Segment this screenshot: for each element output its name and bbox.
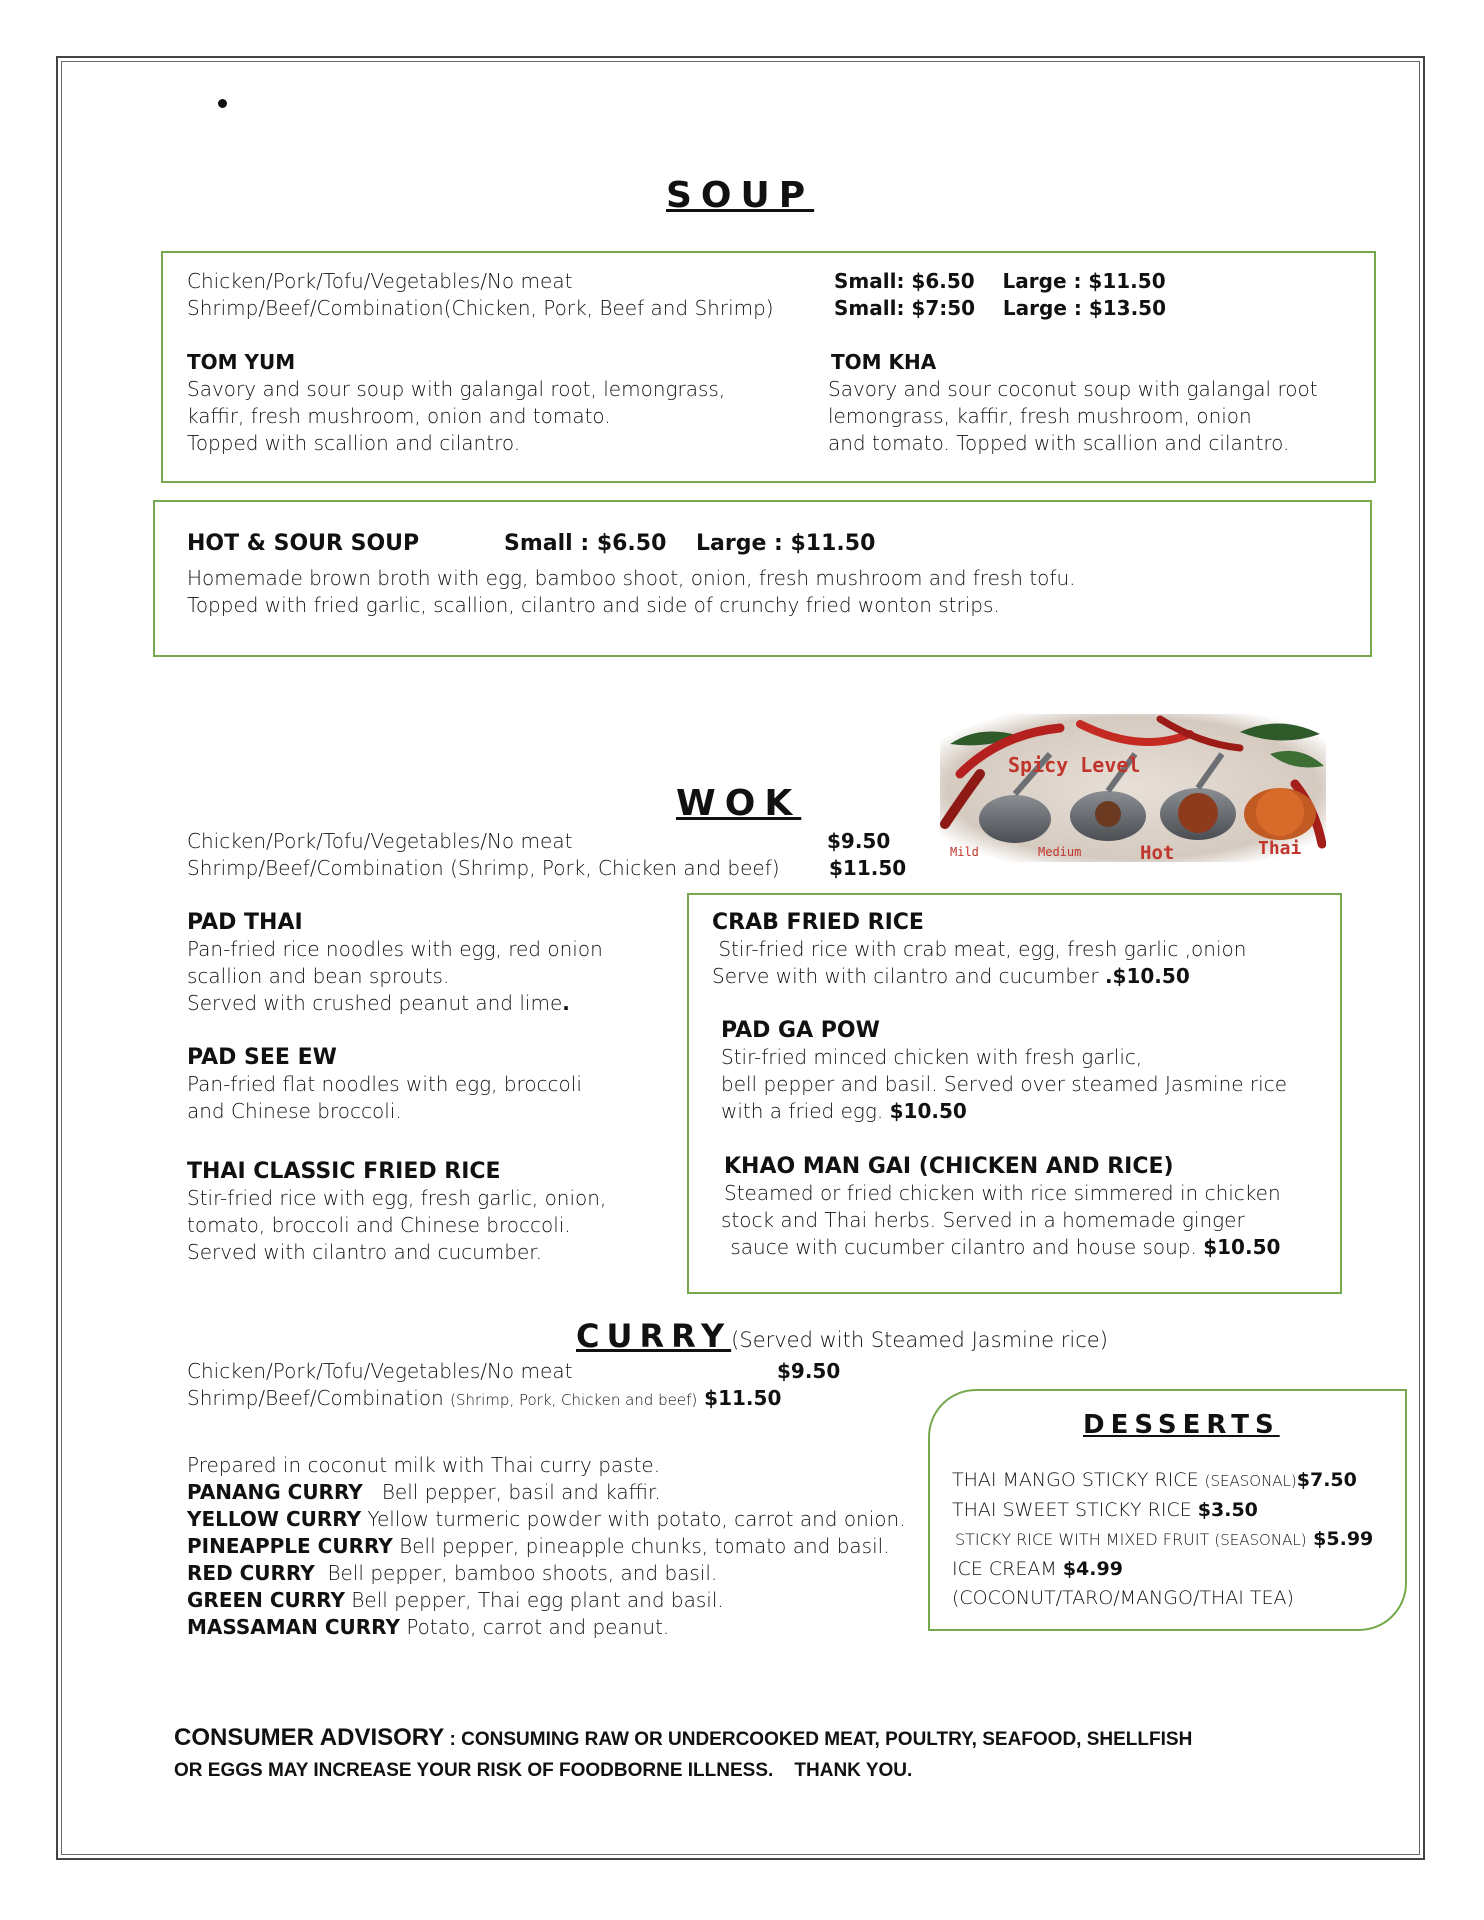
curry-intro: Prepared in coconut milk with Thai curry paste. [187, 1453, 661, 1477]
curry-item-desc: Bell pepper, basil and kaffir. [362, 1480, 661, 1504]
curry-item [187, 1560, 906, 1587]
wok-price-row2-items: Shrimp/Beef/Combination (Shrimp, Pork, Chicken and beef) [187, 856, 780, 880]
tom-yum-desc-1: Savory and sour soup with galangal root, lemongrass, [187, 377, 726, 401]
curry-item-name: PANANG CURRY [187, 1480, 363, 1504]
khao-man-gai [721, 1153, 1281, 1261]
tom-yum [187, 349, 725, 457]
desserts-heading: DESSERTS [1083, 1410, 1280, 1440]
pad-see-ew-desc-2: and Chinese broccoli. [187, 1099, 402, 1123]
curry-subtitle: (Served with Steamed Jasmine rice) [731, 1328, 1108, 1352]
tom-kha-desc-2: lemongrass, kaffir, fresh mushroom, onion [828, 404, 1252, 428]
tom-yum-desc-2: kaffir, fresh mushroom, onion and tomato. [187, 404, 611, 428]
curry-item [187, 1587, 906, 1614]
spicy-level-mild: Mild [950, 845, 979, 859]
advisory-text-2: OR EGGS MAY INCREASE YOUR RISK OF FOODBORNE ILLNESS. THANK YOU. [174, 1760, 913, 1781]
curry-price-row2-items: Shrimp/Beef/Combination [187, 1386, 451, 1410]
soup-heading: SOUP [666, 175, 815, 216]
wok-price-row2-price: $11.50 [829, 856, 907, 880]
dessert-name: THAI SWEET STICKY RICE [952, 1499, 1198, 1521]
khao-man-gai-desc-2: stock and Thai herbs. Served in a homemade ginger [721, 1208, 1245, 1232]
khao-man-gai-desc-1: Steamed or fried chicken with rice simmered in chicken [724, 1181, 1281, 1205]
consumer-advisory-line1 [174, 1724, 1192, 1752]
tom-kha-desc-1: Savory and sour coconut soup with galangal root [828, 377, 1318, 401]
curry-heading-row [576, 1317, 1108, 1355]
advisory-label: CONSUMER ADVISORY [174, 1724, 445, 1751]
spicy-level-thai: Thai [1258, 838, 1302, 859]
desserts-list [952, 1466, 1373, 1613]
spicy-level-hot: Hot [1140, 842, 1175, 862]
curry-item-desc: Bell pepper, pineapple chunks, tomato and basil. [392, 1534, 890, 1558]
dessert-name: THAI MANGO STICKY RICE [952, 1469, 1205, 1491]
khao-man-gai-price: $10.50 [1203, 1235, 1281, 1259]
curry-item-desc: Bell pepper, bamboo shoots, and basil. [314, 1561, 718, 1585]
dessert-item [952, 1555, 1373, 1584]
dessert-name: STICKY RICE WITH MIXED FRUIT [955, 1530, 1215, 1549]
soup-price-row2-prices: Small: $7:50 Large : $13.50 [834, 296, 1167, 320]
hot-sour-name: HOT & SOUR SOUP [187, 531, 420, 556]
crab-fried-rice-price: .$10.50 [1104, 964, 1190, 988]
thai-fried-rice-desc-3: Served with cilantro and cucumber. [187, 1240, 543, 1264]
wok-heading: WOK [676, 783, 802, 824]
curry-price-row2-detail: (Shrimp, Pork, Chicken and beef) [450, 1391, 698, 1409]
thai-fried-rice-desc-1: Stir-fried rice with egg, fresh garlic, onion, [187, 1186, 607, 1210]
pad-thai-name: PAD THAI [187, 910, 303, 935]
pad-thai-desc-3-end: . [562, 991, 570, 1015]
spicy-level-graphic [940, 714, 1326, 862]
curry-heading: CURRY [576, 1317, 732, 1355]
dessert-item [952, 1466, 1373, 1496]
pad-ga-pow [721, 1017, 1287, 1125]
curry-item-name: PINEAPPLE CURRY [187, 1534, 393, 1558]
advisory-text-1: : CONSUMING RAW OR UNDERCOOKED MEAT, POULTRY, SEAFOOD, SHELLFISH [444, 1729, 1193, 1750]
dessert-price: $7.50 [1296, 1469, 1357, 1491]
dessert-price: $5.99 [1306, 1528, 1374, 1550]
hot-sour-small-price: Small : $6.50 [504, 531, 667, 556]
pad-thai [187, 909, 603, 1017]
curry-item-desc: Yellow turmeric powder with potato, carrot and onion. [361, 1507, 906, 1531]
pad-see-ew-desc-1: Pan-fried flat noodles with egg, broccoli [187, 1072, 582, 1096]
dessert-note: (SEASONAL) [1214, 1531, 1307, 1549]
pad-see-ew-name: PAD SEE EW [187, 1045, 337, 1070]
dessert-note: (SEASONAL) [1204, 1472, 1297, 1490]
hot-sour-desc-1: Homemade brown broth with egg, bamboo shoot, onion, fresh mushroom and fresh tofu. [187, 566, 1076, 590]
curry-item-desc: Bell pepper, Thai egg plant and basil. [344, 1588, 724, 1612]
soup-price-row1-items: Chicken/Pork/Tofu/Vegetables/No meat [187, 269, 573, 293]
soup-price-row2-items: Shrimp/Beef/Combination(Chicken, Pork, Beef and Shrimp) [187, 296, 774, 320]
curry-list [187, 1479, 906, 1641]
curry-item [187, 1479, 906, 1506]
wok-price-row1-items: Chicken/Pork/Tofu/Vegetables/No meat [187, 829, 573, 853]
pad-ga-pow-desc-2: bell pepper and basil. Served over steamed Jasmine rice [721, 1072, 1287, 1096]
curry-item [187, 1506, 906, 1533]
pad-ga-pow-price: $10.50 [889, 1099, 967, 1123]
spicy-level-image [940, 714, 1326, 862]
curry-price-row2 [187, 1385, 781, 1414]
curry-price-row2-price: $11.50 [697, 1386, 782, 1410]
curry-price-row1-items: Chicken/Pork/Tofu/Vegetables/No meat [187, 1359, 573, 1383]
pad-thai-desc-2: scallion and bean sprouts. [187, 964, 450, 988]
dessert-item [952, 1525, 1373, 1555]
khao-man-gai-desc-3: sauce with cucumber cilantro and house soup. [724, 1235, 1204, 1259]
tom-kha-desc-3: and tomato. Topped with scallion and cilantro. [828, 431, 1290, 455]
dessert-price: $3.50 [1197, 1499, 1258, 1521]
tom-yum-name: TOM YUM [187, 350, 296, 374]
curry-item [187, 1533, 906, 1560]
tom-yum-desc-3: Topped with scallion and cilantro. [187, 431, 521, 455]
tom-kha [828, 349, 1318, 457]
wok-price-row1-price: $9.50 [827, 829, 891, 853]
khao-man-gai-name: KHAO MAN GAI (CHICKEN AND RICE) [724, 1154, 1174, 1179]
curry-item-desc: Potato, carrot and peanut. [399, 1615, 670, 1639]
crab-fried-rice [712, 909, 1246, 990]
dessert-flavors: (COCONUT/TARO/MANGO/THAI TEA) [952, 1587, 1294, 1609]
curry-item-name: RED CURRY [187, 1561, 315, 1585]
dessert-item [952, 1496, 1373, 1525]
curry-item-name: GREEN CURRY [187, 1588, 345, 1612]
pad-thai-desc-3: Served with crushed peanut and lime [187, 991, 563, 1015]
spicy-level-title: Spicy Level [1008, 753, 1141, 777]
pad-see-ew [187, 1044, 582, 1125]
pad-ga-pow-desc-3: with a fried egg. [721, 1099, 890, 1123]
pad-ga-pow-name: PAD GA POW [721, 1018, 880, 1043]
curry-item [187, 1614, 906, 1641]
soup-price-row1-prices: Small: $6.50 Large : $11.50 [834, 269, 1166, 293]
pad-ga-pow-desc-1: Stir-fried minced chicken with fresh garlic, [721, 1045, 1143, 1069]
hot-sour-large-price: Large : $11.50 [696, 531, 876, 556]
spicy-level-medium: Medium [1038, 845, 1082, 859]
dessert-price: $4.99 [1062, 1558, 1123, 1580]
hot-sour-desc-2: Topped with fried garlic, scallion, cilantro and side of crunchy fried wonton strips. [187, 593, 1000, 617]
pad-thai-desc-1: Pan-fried rice noodles with egg, red onion [187, 937, 603, 961]
tom-kha-name: TOM KHA [831, 350, 937, 374]
curry-price-row1-price: $9.50 [777, 1359, 841, 1383]
thai-fried-rice-name: THAI CLASSIC FRIED RICE [187, 1159, 501, 1184]
crab-fried-rice-name: CRAB FRIED RICE [712, 910, 924, 935]
crab-fried-rice-desc-1: Stir-fried rice with crab meat, egg, fresh garlic ,onion [712, 937, 1247, 961]
thai-classic-fried-rice [187, 1158, 606, 1266]
curry-item-name: MASSAMAN CURRY [187, 1615, 400, 1639]
bullet-dot [218, 99, 227, 108]
curry-item-name: YELLOW CURRY [187, 1507, 362, 1531]
thai-fried-rice-desc-2: tomato, broccoli and Chinese broccoli. [187, 1213, 571, 1237]
crab-fried-rice-desc-2: Serve with with cilantro and cucumber [712, 964, 1105, 988]
dessert-name: ICE CREAM [952, 1558, 1063, 1580]
